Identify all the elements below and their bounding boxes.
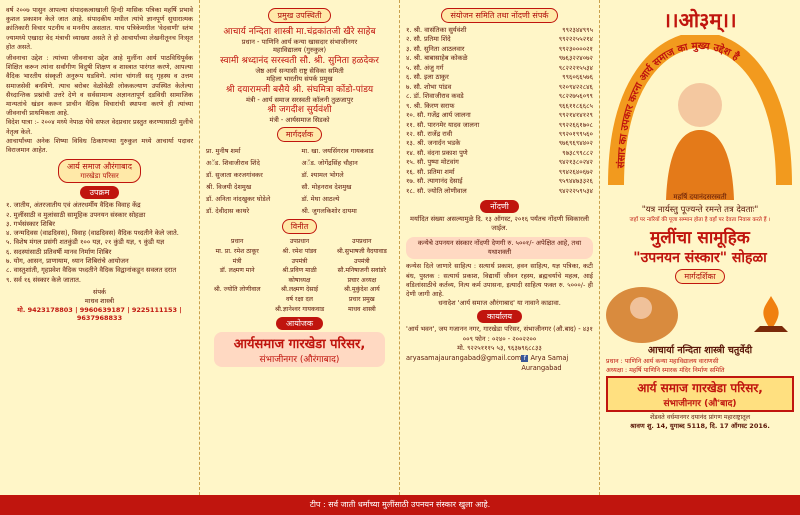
activity-item: ६. सदस्यांसाठी प्रतिवर्षी मानव निर्माण शिबिर: [6, 247, 112, 256]
committee-member: ९. श्री. किरण सराफ: [406, 101, 455, 110]
activity-item: ५. विशेष मंगल प्रसंगी शतकुंडी १०० यज्ञ, २१ कुंडी यज्ञ, ९ कुंडी यज्ञ: [6, 238, 165, 247]
committee-phone: ९९६०६६५७६: [562, 73, 593, 82]
registration-text: मर्यादित संख्या असल्यामुळे दि. १३ ऑगस्ट, २०१६ पर्यंतच नोंदणी स्विकारली जाईल.: [410, 215, 589, 233]
committee-phone: ९९२०१९९५६०: [558, 129, 593, 138]
guest-line: स्वामी श्रध्दानंद सरस्वती सौ. श्री. सुनिता हळदेकर: [220, 55, 379, 66]
vinit-cell: उपप्रधान: [289, 238, 310, 246]
vinit-cell: उपमंत्री: [354, 257, 370, 265]
vinit-cell: श्री.प्रविण माळी: [282, 267, 317, 275]
vinit-cell: श्री.ज्ञानेश्वर गायकवाड: [274, 305, 325, 313]
vinit-cell: उपमंत्री: [291, 257, 308, 265]
committee-phone: ९७६९६९४४०२: [558, 139, 593, 148]
phones: मो. 9423178803 | 9960639187 | 9225111153 | 9637968833: [17, 305, 182, 322]
committee-row: [406, 111, 593, 120]
intro-paragraph: वर्ष २००७ पासुन आपल्या संपादकत्वाखाली हिन्दी मासिक पत्रिका महर्षि प्रभावे कुशल प्रकाशन केले जात आहे. संपादकीय मधील त्यांचे ज्ञानपूर्ण सुधारात्मक क्रांतिकारी विचार पटनीय व मननीय असतात. याच पत्रिकेमधील 'वेदवाणी' स्तंभ ज्यामध्ये एखादा वेद मंत्राची व्याख्या असते ते हो आचार्यांच्या लेखनीतूनच निःसृत होत असते.: [6, 6, 193, 51]
organizer-city: संभाजीनगर (औरंगाबाद): [259, 355, 340, 366]
org-box: [606, 376, 794, 412]
portrait-caption: महर्षि दयानंदसरस्वती: [673, 193, 727, 201]
committee-row: [406, 83, 593, 92]
committee-row: [406, 45, 593, 54]
committee-list: [406, 26, 593, 196]
committee-member: २. सौ. प्रतिमा शिंदे: [406, 35, 451, 44]
committee-row: [406, 102, 593, 111]
committee-row: [406, 26, 593, 35]
vinit-cell: श्री. रमेश पांडव: [282, 248, 317, 256]
vinit-cell: सौ.मनिषाजनी सवांडरे: [337, 267, 386, 275]
panel-cover: [600, 0, 800, 495]
vinit-cell: श्री.लक्ष्मण देसाई: [280, 286, 319, 294]
guides-grid: [206, 145, 393, 217]
facebook-label: Arya Samaj Aurangabad: [521, 354, 569, 372]
materials-text: कन्येस दिले जाणारे साहित्य : सत्यार्थ प्रकाश, हवन साहित्य, यज्ञ पत्रिका, कटी बंध, पुस्तक : सत्यार्थ प्रकाश, विद्यार्थी जीवन रहस्य, ब्रह्मचर्याचे महत्व, आई वडिलांसाठीचे कर्तव्य, नित्य कर्म उपासना, इत्यादी साहित्य फक्त रु. ५०००/- ही देणी जागी आहे.: [406, 262, 593, 298]
guide-name: अॅड. शिवाजीराव शिंदे: [206, 159, 260, 168]
guide-name: सौ. मोहनराव देशमुख: [301, 183, 352, 192]
committee-phone: ९९२२६६१७०८: [558, 120, 593, 129]
guest-line: श्री जगदीश सुर्यवंशी: [267, 105, 332, 116]
acharya-post2: अध्यक्षा : महर्षि पाणिनि स्मारक मंदिर निर्माण समिति: [606, 367, 725, 374]
vinit-cell: उपप्रधान: [352, 238, 372, 246]
guide-name: श्री. जुगलकिशोर दायमा: [301, 207, 357, 216]
committee-phone: ९७३८९९८८२: [562, 148, 593, 157]
committee-phone: ९४२१३८०२४२: [558, 158, 593, 167]
section-subtitle: गारखेडा परिसर: [80, 172, 119, 181]
vinit-cell: [206, 295, 268, 305]
committee-member: १५. सौ. पुष्पा मोटवांग: [406, 158, 459, 167]
committee-phone: ९२०९४२२८४६: [558, 82, 593, 91]
panel-left: [0, 0, 200, 495]
committee-phone: ९९२२२५५२१४: [558, 35, 593, 44]
committee-row: [406, 187, 593, 196]
guest-line: प्रधान - पाणिनि आर्य कन्या खासदार संभाजीनगर: [241, 38, 358, 46]
committee-member: ११. सौ. पारनमेर यादव जालना: [406, 120, 480, 129]
activity-item: २. मुलींसाठी व मुलांसाठी सामूहिक उपनयन संस्कार सोहळा: [6, 210, 146, 219]
guides-title: मार्गदर्शक: [277, 127, 322, 142]
registration-title: नोंदणी: [480, 200, 519, 213]
guest-line: महिला भारतीय संपर्क प्रमुख: [266, 75, 333, 84]
guide-name: डॉ. मेघा आठल्ये: [301, 195, 340, 204]
committee-row: [406, 158, 593, 167]
committee-row: [406, 177, 593, 186]
activity-item: ७. योग, आसन, प्राणायाम, ध्यान शिबिरांचे आयोजन: [6, 257, 129, 266]
coordinator-label: संपर्क: [92, 287, 107, 296]
yajna-fire-icon: [748, 292, 794, 338]
vinit-cell: श्री.सुभाषजी वैदयावाड: [336, 248, 387, 256]
guest-line: आचार्य नन्दिता शास्त्री मा.चंद्रकांतजी खैरे साहेब: [223, 27, 376, 37]
panel-committee: [400, 0, 600, 495]
guide-name: श्री. विजयी देशमुख: [206, 183, 252, 192]
vinit-cell: [206, 276, 268, 286]
guide-label: मार्गदर्शिका: [675, 269, 724, 284]
vinit-cell: वर्ष रक्षा दल: [285, 296, 313, 303]
guide-name: डॉ. सुजाता करजगांवकर: [206, 171, 263, 180]
event-date: श्रावण शु. 14, युगाब्द 5118, दि. 17 ऑगस्ट 2016.: [630, 422, 770, 430]
svg-text:संसार का उपकार करना आर्य समाज: [615, 41, 742, 169]
committee-member: ४. श्री. बाबासाहेब कोकळे: [406, 54, 468, 63]
vinit-cell: डॉ. लक्ष्मण माने: [219, 267, 255, 275]
committee-row: [406, 92, 593, 101]
guide-name: डॉ. देवीदास काथरे: [206, 207, 250, 216]
vinit-cell: प्रचार प्रमुख: [348, 296, 375, 303]
organizer-name: आर्यसमाज गारखेडा परिसर,: [233, 337, 366, 353]
acharya-photo: [606, 287, 678, 343]
committee-member: ३. सौ. सुनिता आठलवार: [406, 44, 465, 53]
committee-phone: ९९४२६४०६७२: [558, 167, 593, 176]
acharya-post1: प्रधान : पाणिनि आर्य कन्या महाविद्यालय वाराणसी: [606, 358, 719, 365]
guest-line: जेष्ठ आर्य सन्यासी राष्ट्र सेविका समिती: [255, 66, 344, 75]
vinit-cell: श्री. ज्योति लोणीवाल: [213, 286, 261, 294]
vinit-cell: [206, 305, 268, 315]
committee-row: [406, 64, 593, 73]
committee-member: १६. सौ. प्रतिमा शर्मा: [406, 167, 455, 176]
committee-row: [406, 121, 593, 130]
panel-guests: [200, 0, 400, 495]
committee-member: १८. सौ. ज्योति लोणीवाल: [406, 186, 467, 195]
activity-item: ८. वास्तुशांती, गृहप्रवेश वैदिक पध्दतीने वैदिक विद्वानांकडून सवलत दरात: [6, 266, 177, 275]
section-title: [58, 159, 141, 183]
om-title: ।।ओ३म्।।: [663, 8, 737, 32]
guide-name: अॅड. जोगेंद्रसिंह चौहान: [301, 159, 358, 168]
venue: शेंडवते वर्धमानगर दयानंद प्रांगण महाराष्ट्रातूल: [649, 414, 751, 421]
shloka-meaning: जहाँ पर नारियों की पूजा सम्मान होता है वहाँ पर देवता निवास करते हैं ।: [629, 217, 771, 223]
event-title-line1: मुलींचा सामूहिक: [650, 228, 750, 248]
committee-title: संयोजन समिति तथा नोंदणी संपर्क: [441, 8, 557, 23]
org-city: संभाजीनगर (औ'बाद): [663, 399, 737, 409]
office-mobile: मो. ९२२५१११५ ५३, ९६३७९६८८३३: [457, 344, 542, 353]
activities-list: [6, 201, 193, 285]
committee-row: [406, 130, 593, 139]
committee-member: ८. डॉ. शिवाजीराव कवडे: [406, 92, 464, 101]
guide-photo-row: [606, 287, 794, 343]
committee-row: [406, 168, 593, 177]
email-link[interactable]: aryasamajaurangabad@gmail.com: [406, 354, 522, 363]
facebook-link[interactable]: [521, 354, 593, 373]
foreign-trip-paragraph: विदेश यात्रा :- २००४ मध्ये नेपाळ येथे सफल वेदप्रचार प्रस्तुत करण्यासाठी मुलीचे नेतृत्व केले.: [6, 118, 193, 136]
activity-item: ९. सर्व १६ संस्कार केले जातात.: [6, 275, 81, 284]
vinit-cell: मा. प्रा. रमेश ठाकूर: [215, 248, 259, 256]
committee-row: [406, 35, 593, 44]
committee-phone: ९६६११८६६८५: [558, 101, 593, 110]
committee-member: ५. सौ. अंजु गर्ग: [406, 63, 444, 72]
vinit-grid: [206, 237, 393, 314]
committee-phone: ९५९४४७३३२६: [558, 177, 593, 186]
activity-item: ३. गर्भसंस्कार शिबिर: [6, 219, 55, 228]
acharya-name: आचार्या नन्दिता शास्त्री चतुर्वेदी: [647, 345, 753, 356]
banner-text: संसार का उपकार करना आर्य समाज का मुख्य उद्देश है: [616, 40, 741, 169]
facebook-icon: f: [521, 355, 528, 362]
guide-name: डॉ. अनिता नांदखुकर घोडेले: [206, 195, 271, 204]
activity-item: ४. जन्मदिवस (वाढदिवस), विवाह (वाढदिवस) वैदिक पध्दतीने केले जाते.: [6, 229, 179, 238]
vinit-cell: श्री.मुकुंदेश आर्य: [343, 286, 380, 294]
guide-name: प्रा. मुनीष शर्मा: [206, 147, 241, 156]
committee-member: १. श्री. वासंतिका सुर्यवंशी: [406, 26, 467, 34]
portrait-area: [606, 35, 794, 200]
organizer-box: [214, 332, 385, 367]
committee-member: ६. सौ. इला ठाकुर: [406, 73, 449, 82]
purpose-paragraph: जीवनाचा उद्देश : त्यांच्या जीवनाचा उद्देश आहे मुलींना आर्य पाठविधिपूर्वक शिक्षित करून त्यांना सर्वांगीण विदुषी शिक्षण व शास्त्रात पारंगत करणे, आपल्या वैदिक भारतीय संस्कृती अनुरूप घडविणे. त्यांना चांगली सद् गृहस्थ व उत्तम समाजसेवी बनविणे. त्याच बरोबर वेळोवेळी लोककल्याण उपस्थित केलेल्या सैध्दान्तिक प्रश्नांची उत्तरे देणे व सर्वसामान्य अज्ञानतापूर्ण दडविधी सामाजिक मान्यतांचे खंडन करून प्राचीन वैदिक विचारांची स्थापना करणे ही त्यांच्या जीवनाची प्राथमिकता आहे.: [6, 54, 193, 118]
vinit-title: विनीत: [282, 219, 318, 234]
committee-member: १०. सौ. गजेंद्र आर्य जालना: [406, 111, 471, 120]
event-title-line2: "उपनयन संस्कार" सोहळा: [633, 250, 767, 266]
committee-member: १७. सौ. त्यागानंद देसाई: [406, 177, 463, 186]
vinit-cell: मंत्री: [232, 257, 242, 265]
committee-member: १२. सौ. राजेंद्र रावी: [406, 129, 453, 138]
guest-line: मंत्री - आर्य समाज सरस्वती कॉलनी तुळजापुर: [245, 95, 354, 104]
committee-phone: ९९२३४४९९५: [562, 26, 593, 34]
organizer-label: आयोजक: [276, 317, 323, 330]
guide-name: मा. खा. जयसिंगराव गायकवाड: [301, 147, 374, 156]
activity-item: १. जातीय, अंतरजातीय एवं अंतरधर्मीय वैदिक विवाह केंद्र: [6, 201, 141, 210]
committee-row: [406, 149, 593, 158]
committee-row: [406, 54, 593, 63]
donation-text: धनादेश 'आर्य समाज औरंगाबाद' या नावाने काढावा.: [438, 299, 561, 308]
footer-note: टीप : सर्व जाती धर्माच्या मुलींसाठी उपनयन संस्कार खुला आहे.: [0, 495, 800, 515]
org-name: आर्य समाज गारखेडा परिसर,: [637, 381, 763, 395]
fee-text: कन्येचे उपनयन संस्कार नोंदणी देणगी रु. ५००१/- अपेक्षित आहे, तथा यथाशक्ती: [406, 237, 593, 260]
committee-member: १४. सौ. वंदना प्रकाश पुणे: [406, 148, 468, 157]
committee-member: १३. श्री. जनार्दन भडके: [406, 139, 461, 148]
vinit-cell: प्रचार अध्यक्ष: [347, 276, 377, 284]
banner-arc: [606, 35, 794, 200]
committee-phone: ९९२१४१४१२९: [558, 111, 593, 120]
section-title-text: आर्य समाज औरंगाबाद: [66, 162, 133, 172]
committee-row: [406, 139, 593, 148]
vinit-cell: माधव शास्त्री: [347, 305, 376, 313]
guide-name: डॉ. श्यामल भोगले: [301, 171, 344, 180]
committee-phone: ९४२२२५९५३४: [558, 186, 593, 195]
guest-line: श्री दयारामजी बसैये श्री. संघमित्रा कोंडो-पांडय: [225, 84, 374, 95]
guest-line: महाविद्यालय (गुरुकुल): [272, 46, 327, 55]
committee-phone: ९८२२७५६०९९: [558, 92, 593, 101]
vinit-cell: कोषाध्यक्ष: [288, 276, 311, 284]
activities-title: उपक्रम: [80, 186, 120, 199]
guest-lines: [206, 26, 393, 124]
office-title: कार्यालय: [477, 310, 522, 323]
office-address: 'आर्य भवन', जय गजानन नगर, गारखेडा परिसर, संभाजीनगर (औ.बाद) - ४३१ ००९ फोन : ०२४० - २००२२००: [406, 325, 593, 343]
guests-title: प्रमुख उपस्थिती: [268, 8, 330, 23]
committee-phone: ९७६३२२४०७२: [558, 54, 593, 63]
committee-phone: ९९२३००००२१: [558, 44, 593, 53]
committee-row: [406, 73, 593, 82]
shloka: "यत्र नार्यस्तु पूज्यन्ते रमन्ते तत्र देवताः": [641, 205, 759, 215]
disciples-paragraph: आचार्यांच्या अनेक शिष्या विविध ठिकाणच्या गुरुकुल मध्ये आचार्या पदावर विराजमान आहेत.: [6, 136, 193, 155]
committee-member: ७. सौ. शोभा पांडव: [406, 82, 452, 91]
committee-phone: ९८२२२१५५३४: [558, 63, 593, 72]
coordinator-name: माधव शास्त्री: [84, 296, 115, 305]
guest-line: मंत्री - आर्यसमाज सिडको: [269, 116, 330, 125]
vinit-cell: प्रधान: [230, 238, 244, 246]
